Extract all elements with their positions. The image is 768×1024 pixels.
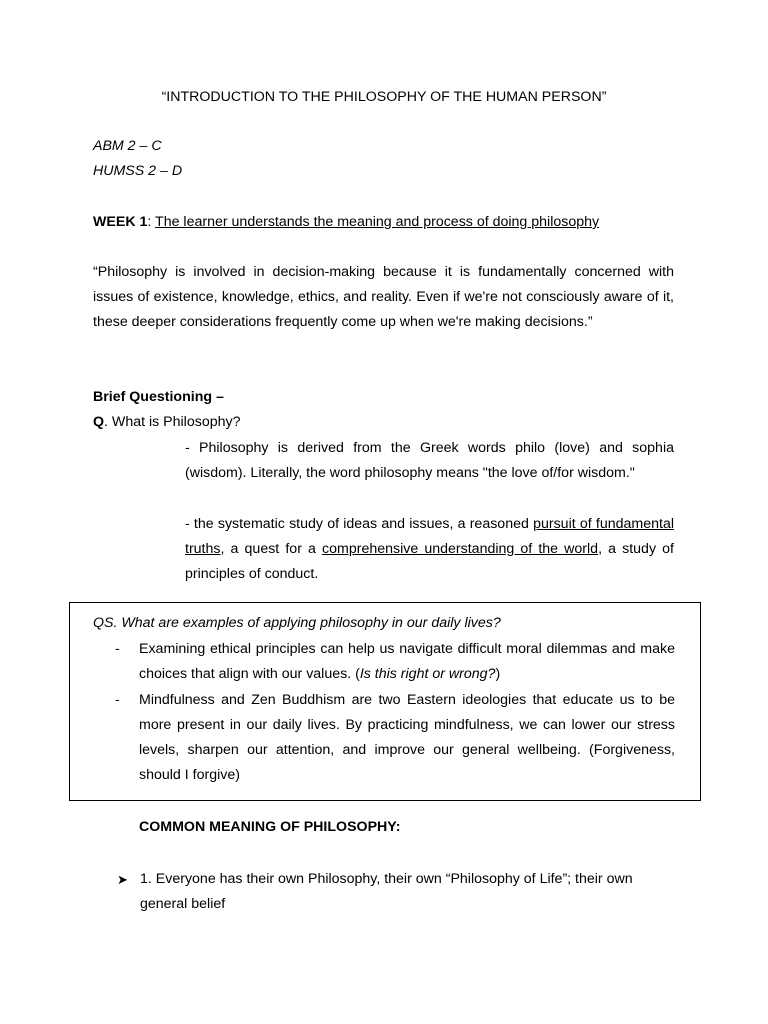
answer-definition-part: , a quest for a bbox=[220, 541, 323, 557]
box-item-ethics-text bbox=[139, 637, 675, 687]
week-objective: The learner understands the meaning and process of doing philosophy bbox=[155, 214, 600, 230]
comprehensive-understanding-underlined: comprehensive understanding of the world bbox=[322, 541, 599, 557]
brief-questioning-heading: Brief Questioning – bbox=[93, 389, 224, 405]
ethics-italic: Is this right or wrong? bbox=[359, 666, 496, 682]
answer-definition-part: , a study of principles of conduct. bbox=[185, 541, 674, 582]
answer-etymology: - Philosophy is derived from the Greek words philo (love) and sophia (wisdom). Literally, the word philosophy means "the love of/for wisdom." bbox=[185, 440, 674, 481]
dash-marker: - bbox=[115, 692, 120, 708]
intro-quote: “Philosophy is involved in decision-making because it is fundamentally concerned with issues of existence, knowledge, ethics, and reality. Even if we're not consciously aware of it, these deeper considerations frequently come up when we're making decisions.” bbox=[93, 264, 674, 330]
pursuit-of-truths-underlined: pursuit of fundamental truths bbox=[185, 516, 674, 557]
section-humss: HUMSS 2 – D bbox=[93, 163, 183, 179]
question-line bbox=[93, 412, 240, 432]
document-title: “INTRODUCTION TO THE PHILOSOPHY OF THE HUMAN PERSON” bbox=[161, 89, 607, 105]
answer-definition bbox=[185, 512, 674, 587]
week-objective-line bbox=[93, 212, 599, 232]
question-label: Q bbox=[93, 414, 105, 430]
arrow-bullet-icon: ➤ bbox=[117, 872, 128, 887]
box-item-mindfulness-text: Mindfulness and Zen Buddhism are two Eastern ideologies that educate us to be more present in our daily lives. By practicing mindfulness, we can lower our stress levels, sharpen our attention, and improve our general wellbeing. (Forgiveness, should I forgive) bbox=[139, 692, 675, 783]
common-meaning-item-1-text: 1. Everyone has their own Philosophy, their own “Philosophy of Life”; their own general belief bbox=[140, 871, 633, 912]
ethics-close: ) bbox=[495, 666, 501, 682]
week-label: WEEK 1 bbox=[93, 214, 148, 230]
examples-box bbox=[69, 602, 701, 801]
week-separator: : bbox=[147, 214, 156, 230]
common-meaning-heading: COMMON MEANING OF PHILOSOPHY: bbox=[139, 819, 401, 835]
box-question: QS. What are examples of applying philosophy in our daily lives? bbox=[93, 615, 501, 631]
section-abm: ABM 2 – C bbox=[93, 138, 162, 154]
ethics-text: Examining ethical principles can help us navigate difficult moral dilemmas and make choices that align with our values. ( bbox=[139, 641, 675, 682]
answer-definition-part: - the systematic study of ideas and issues, a reasoned bbox=[185, 516, 534, 532]
question-text: . What is Philosophy? bbox=[104, 414, 241, 430]
dash-marker: - bbox=[115, 641, 120, 657]
